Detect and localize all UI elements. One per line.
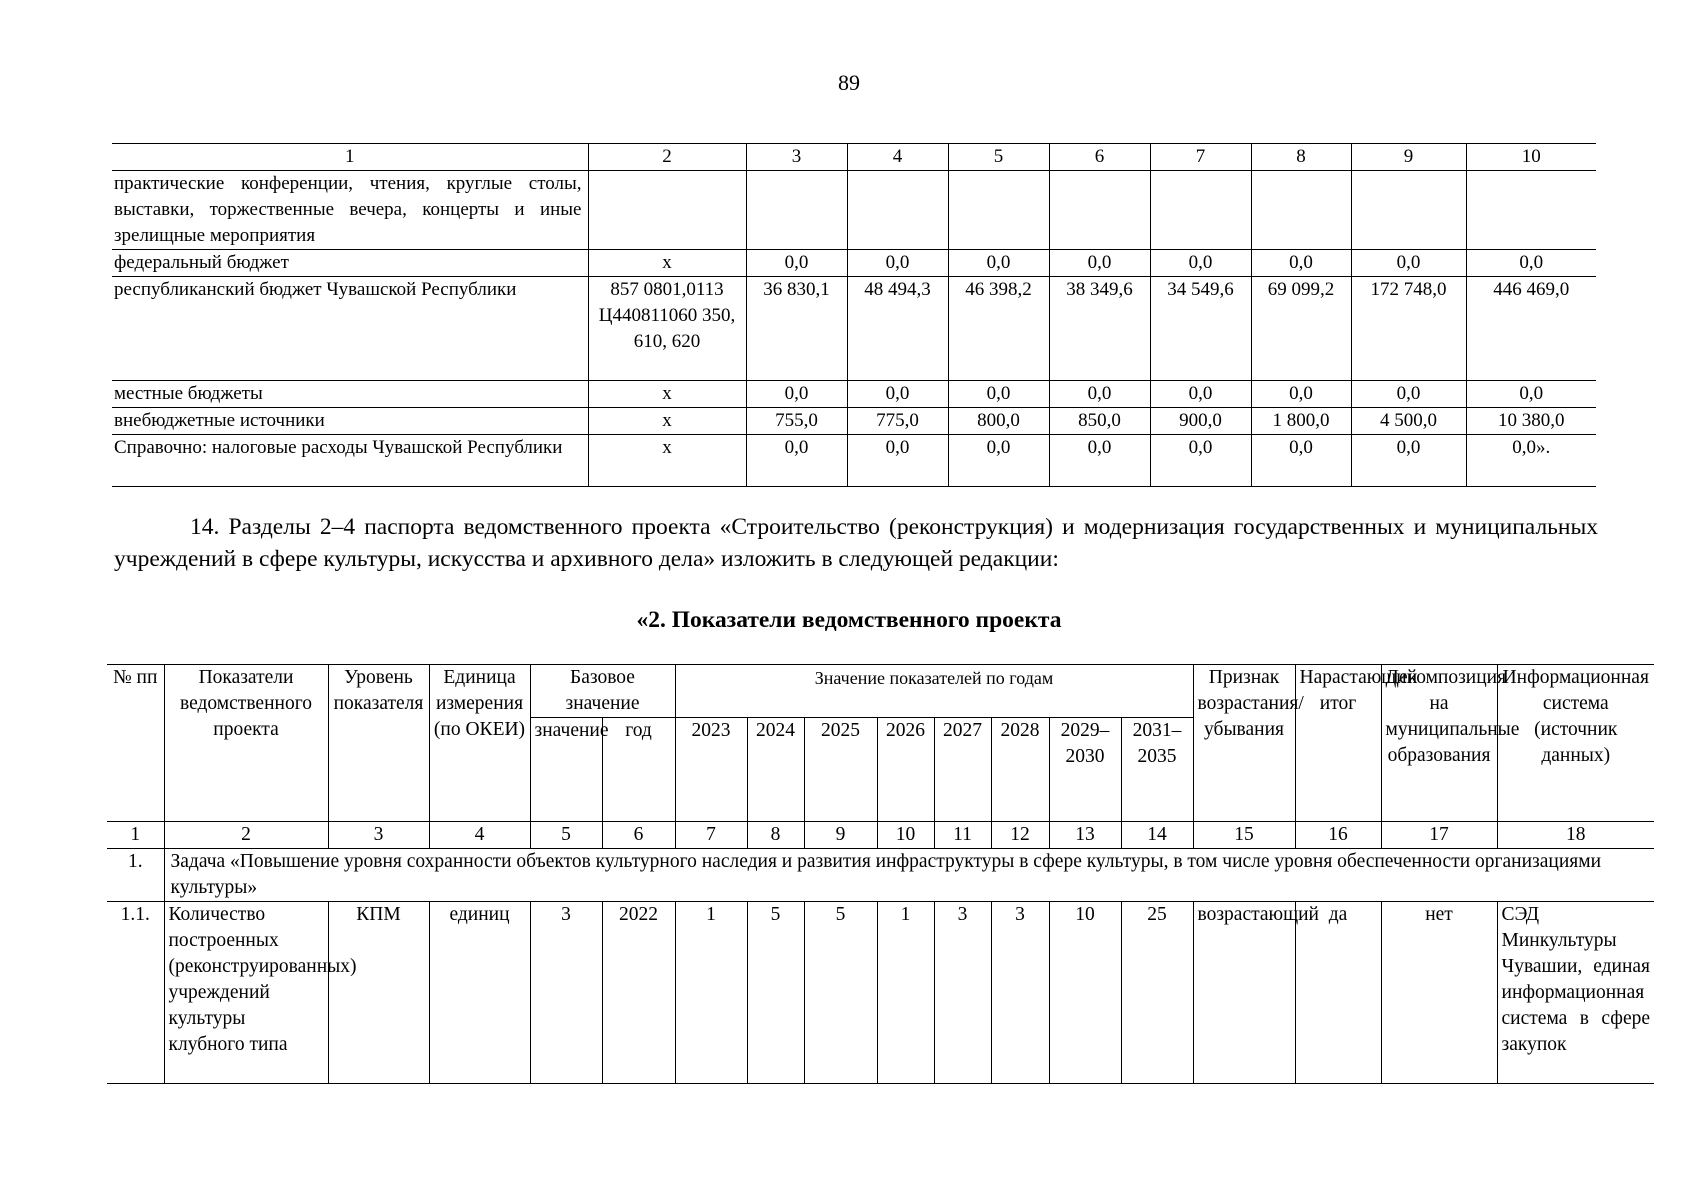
- col-header: 2: [588, 144, 746, 171]
- col-header: 1: [112, 144, 588, 171]
- cell: 36 830,1: [746, 277, 847, 381]
- row-label: местные бюджеты: [112, 381, 588, 408]
- table-header-row: [112, 144, 1596, 171]
- table-row: [112, 171, 1596, 250]
- col-header-cumulative: Нарастающий итог: [1295, 665, 1381, 822]
- year-value: 5: [747, 902, 804, 1084]
- cell: 69 099,2: [1251, 277, 1351, 381]
- col-number: 1: [107, 822, 164, 849]
- col-header-num: № пп: [107, 665, 164, 822]
- cell: [1150, 171, 1251, 250]
- indicator-unit: единиц: [429, 902, 530, 1084]
- cell: 0,0: [1466, 250, 1596, 277]
- cell: 0,0: [847, 381, 948, 408]
- task-row: [107, 849, 1654, 902]
- budget-code: х: [588, 435, 746, 487]
- col-header-base: Базовое значение: [530, 665, 675, 718]
- col-number: 2: [164, 822, 328, 849]
- cell: 1 800,0: [1251, 408, 1351, 435]
- col-header-sign: Признак возрастания/ убывания: [1193, 665, 1295, 822]
- cell: 0,0».: [1466, 435, 1596, 487]
- table-row: [112, 381, 1596, 408]
- cell: 0,0: [1351, 381, 1466, 408]
- cell: 172 748,0: [1351, 277, 1466, 381]
- task-number: 1.: [107, 849, 164, 902]
- cell: 900,0: [1150, 408, 1251, 435]
- col-number: 6: [602, 822, 675, 849]
- column-number-row: [107, 822, 1654, 849]
- base-value: 3: [530, 902, 602, 1084]
- col-header-decomposition: Декомпозиция на муниципальные образования: [1381, 665, 1497, 822]
- col-header: 8: [1251, 144, 1351, 171]
- cell: 0,0: [1251, 250, 1351, 277]
- col-header-year: 2028: [991, 718, 1049, 822]
- cell: [1351, 171, 1466, 250]
- cell: 0,0: [746, 435, 847, 487]
- col-number: 8: [747, 822, 804, 849]
- col-number: 16: [1295, 822, 1381, 849]
- base-year: 2022: [602, 902, 675, 1084]
- cell: 0,0: [1351, 435, 1466, 487]
- col-header-unit: Единица измерения (по ОКЕИ): [429, 665, 530, 822]
- cell: 0,0: [1150, 381, 1251, 408]
- indicator-level: КПМ: [328, 902, 429, 1084]
- cell: 446 469,0: [1466, 277, 1596, 381]
- cell: 0,0: [948, 381, 1049, 408]
- year-value: 25: [1121, 902, 1193, 1084]
- cell: [948, 171, 1049, 250]
- col-number: 15: [1193, 822, 1295, 849]
- col-number: 11: [934, 822, 991, 849]
- page-number: 89: [838, 70, 860, 95]
- header-row: [107, 665, 1654, 718]
- info-system-value: СЭД Минкультуры Чувашии, единая информационная система в сфере закупок: [1497, 902, 1654, 1084]
- col-header: 9: [1351, 144, 1466, 171]
- indicator-name: Количество построенных (реконструированных) учреждений культуры клубного типа: [164, 902, 328, 1084]
- col-number: 13: [1049, 822, 1121, 849]
- year-value: 3: [991, 902, 1049, 1084]
- col-header: 5: [948, 144, 1049, 171]
- col-header-year: 2024: [747, 718, 804, 822]
- cell: 800,0: [948, 408, 1049, 435]
- cell: 34 549,6: [1150, 277, 1251, 381]
- budget-code: х: [588, 250, 746, 277]
- cell: 0,0: [1150, 250, 1251, 277]
- year-value: 10: [1049, 902, 1121, 1084]
- col-number: 17: [1381, 822, 1497, 849]
- col-header: 3: [746, 144, 847, 171]
- decomposition-value: нет: [1381, 902, 1497, 1084]
- body-paragraph: 14. Разделы 2–4 паспорта ведомственного проекта «Строительство (реконструкция) и модернизация государственных и муниципальных учреждений в сфере культуры, искусства и архивного дела» изложить в следующей редакции:: [114, 514, 1598, 572]
- col-header-base-value: значение: [530, 718, 602, 822]
- indicators-table: [107, 664, 1654, 1084]
- cell: 4 500,0: [1351, 408, 1466, 435]
- row-label: внебюджетные источники: [112, 408, 588, 435]
- col-header-values-by-year: Значение показателей по годам: [675, 665, 1193, 718]
- col-number: 14: [1121, 822, 1193, 849]
- cell: 0,0: [1049, 435, 1150, 487]
- cell: 850,0: [1049, 408, 1150, 435]
- cell: 0,0: [1049, 381, 1150, 408]
- budget-code: [588, 171, 746, 250]
- cell: 0,0: [1049, 250, 1150, 277]
- table-row: [107, 902, 1654, 1084]
- cell: 10 380,0: [1466, 408, 1596, 435]
- col-header: 4: [847, 144, 948, 171]
- row-label: Справочно: налоговые расходы Чувашской Республики: [112, 435, 588, 487]
- table-row: [112, 435, 1596, 487]
- cell: [1049, 171, 1150, 250]
- task-text: Задача «Повышение уровня сохранности объектов культурного наследия и развития инфраструктуры в сфере культуры, в том числе уровня обеспеченности организациями культуры»: [164, 849, 1654, 902]
- cell: 38 349,6: [1049, 277, 1150, 381]
- table-row: [112, 408, 1596, 435]
- col-number: 3: [328, 822, 429, 849]
- year-value: 1: [877, 902, 934, 1084]
- cell: 0,0: [1251, 435, 1351, 487]
- cell: 0,0: [847, 250, 948, 277]
- col-number: 7: [675, 822, 747, 849]
- col-header-info-system: Информационная система (источник данных): [1497, 665, 1654, 822]
- row-label: федеральный бюджет: [112, 250, 588, 277]
- col-header: 10: [1466, 144, 1596, 171]
- table-row: [112, 250, 1596, 277]
- col-number: 10: [877, 822, 934, 849]
- col-header: 7: [1150, 144, 1251, 171]
- budget-code: х: [588, 381, 746, 408]
- col-header-year: 2025: [804, 718, 877, 822]
- cell: 0,0: [1351, 250, 1466, 277]
- cell: [847, 171, 948, 250]
- col-header: 6: [1049, 144, 1150, 171]
- cell: 0,0: [847, 435, 948, 487]
- year-value: 5: [804, 902, 877, 1084]
- cell: 0,0: [746, 381, 847, 408]
- row-label: республиканский бюджет Чувашской Республики: [112, 277, 588, 381]
- year-value: 3: [934, 902, 991, 1084]
- cell: [746, 171, 847, 250]
- year-value: 1: [675, 902, 747, 1084]
- col-header-year: 2029–2030: [1049, 718, 1121, 822]
- col-header-indicators: Показатели ведомственного проекта: [164, 665, 328, 822]
- budget-code: 857 0801,0113 Ц440811060 350, 610, 620: [588, 277, 746, 381]
- sign-value: возрастающий: [1193, 902, 1295, 1084]
- table-row: [112, 277, 1596, 381]
- col-number: 5: [530, 822, 602, 849]
- col-header-year: 2026: [877, 718, 934, 822]
- col-header-base-year: год: [602, 718, 675, 822]
- budget-code: х: [588, 408, 746, 435]
- cell: 775,0: [847, 408, 948, 435]
- col-number: 12: [991, 822, 1049, 849]
- col-number: 4: [429, 822, 530, 849]
- row-number: 1.1.: [107, 902, 164, 1084]
- financing-table: [112, 143, 1596, 487]
- row-label: практические конференции, чтения, круглые столы, выставки, торжественные вечера, концерты и иные зрелищные мероприятия: [112, 171, 588, 250]
- cell: 0,0: [1251, 381, 1351, 408]
- cell: 46 398,2: [948, 277, 1049, 381]
- cell: 0,0: [1150, 435, 1251, 487]
- cumulative-value: да: [1295, 902, 1381, 1084]
- cell: [1466, 171, 1596, 250]
- col-header-level: Уровень показателя: [328, 665, 429, 822]
- col-header-year: 2023: [675, 718, 747, 822]
- section-heading: «2. Показатели ведомственного проекта: [636, 607, 1062, 633]
- col-header-year: 2031–2035: [1121, 718, 1193, 822]
- cell: 0,0: [948, 435, 1049, 487]
- cell: [1251, 171, 1351, 250]
- cell: 0,0: [1466, 381, 1596, 408]
- col-header-year: 2027: [934, 718, 991, 822]
- col-number: 18: [1497, 822, 1654, 849]
- col-number: 9: [804, 822, 877, 849]
- cell: 0,0: [746, 250, 847, 277]
- cell: 755,0: [746, 408, 847, 435]
- cell: 0,0: [948, 250, 1049, 277]
- cell: 48 494,3: [847, 277, 948, 381]
